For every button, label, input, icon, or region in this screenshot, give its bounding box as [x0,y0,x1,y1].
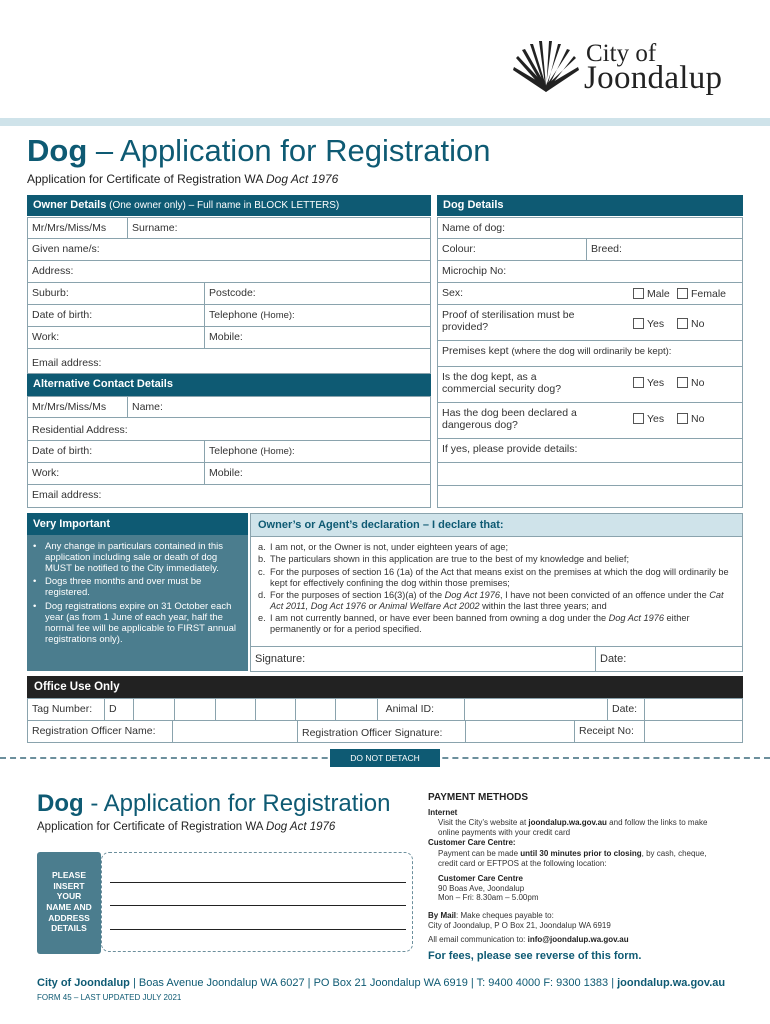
payment-email: All email communication to: info@joondalup.wa.gov.au [428,935,629,944]
tag-digit-field[interactable] [215,698,256,721]
dog-microchip-field[interactable]: Microchip No: [437,260,743,283]
top-band [0,118,770,126]
dog-premises-field[interactable]: Premises kept (where the dog will ordinarily be kept): [437,340,743,367]
page-subtitle: Application for Certificate of Registration WA Dog Act 1976 [27,172,339,186]
officer-name-label: Registration Officer Name: [27,720,173,743]
dog-sex-row: Sex: [437,282,743,305]
dog-sterilisation-yes-checkbox[interactable]: Yes [633,318,664,330]
alt-email-field[interactable]: Email address: [27,484,431,508]
important-list [33,541,243,647]
insert-details-label: PLEASE INSERT YOUR NAME AND ADDRESS DETAILS [37,852,101,954]
owner-dob-field[interactable]: Date of birth: [27,304,205,327]
footer-contact: City of Joondalup | Boas Avenue Joondalup WA 6027 | PO Box 21 Joondalup WA 6919 | T: 9400 4000 F: 9300 1383 | joondalup.wa.gov.au [37,977,726,989]
dog-dangerous-row: Has the dog been declared a dangerous dog? [437,402,743,439]
receipt-field[interactable] [644,720,743,743]
list-item: b. The particulars shown in this application are true to the best of my knowledge and belief; [258,554,630,565]
logo-city-of: City of [586,40,657,67]
owner-work-field[interactable]: Work: [27,326,205,349]
slip-title: Dog - Application for Registration [37,790,391,817]
list-item: • Dog registrations expire on 31 October each year (as from 1 June of each year, half the normal fee will be applicable to FIRST annual registrations only). [33,601,243,645]
dog-dangerous-yes-checkbox[interactable]: Yes [633,413,664,425]
office-date-field[interactable] [644,698,743,721]
owner-mobile-field[interactable]: Mobile: [204,326,431,349]
alt-residential-address-field[interactable]: Residential Address: [27,417,431,441]
city-logo-icon [512,40,580,96]
owner-title-field[interactable]: Mr/Mrs/Miss/Ms [27,217,128,239]
alt-name-field[interactable]: Name: [127,396,431,418]
officer-name-field[interactable] [172,720,298,743]
payment-location: Customer Care Centre 90 Boas Ave, Joondalup Mon – Fri: 8.30am – 5.00pm [438,874,539,903]
owner-email-field[interactable]: Email address: [27,348,431,374]
form-number: FORM 45 – LAST UPDATED JULY 2021 [37,993,182,1002]
dog-sterilisation-row: Proof of sterilisation must be provided? [437,304,743,341]
owner-details-header: Owner Details (One owner only) – Full name in BLOCK LETTERS) [27,195,431,216]
dog-breed-field[interactable]: Breed: [586,238,743,261]
dog-name-field[interactable]: Name of dog: [437,217,743,239]
officer-signature-field[interactable] [465,720,575,743]
owner-given-name-field[interactable]: Given name/s: [27,238,431,261]
checkbox-icon [633,318,644,329]
animal-id-label: Animal ID: [377,698,465,721]
alt-telephone-field[interactable]: Telephone (Home): [204,440,431,463]
dog-dangerous-no-checkbox[interactable]: No [677,413,704,425]
checkbox-icon [677,377,688,388]
owner-surname-field[interactable]: Surname: [127,217,431,239]
payment-mail: By Mail: Make cheques payable to: City of Joondalup, P O Box 21, Joondalup WA 6919 [428,911,611,930]
owner-telephone-field[interactable]: Telephone (Home): [204,304,431,327]
tag-digit-field[interactable] [295,698,336,721]
slip-subtitle: Application for Certificate of Registration WA Dog Act 1976 [37,821,336,833]
page-title: Dog – Application for Registration [27,133,491,168]
list-item: a. I am not, or the Owner is not, under eighteen years of age; [258,542,508,552]
alt-mobile-field[interactable]: Mobile: [204,462,431,485]
checkbox-icon [677,413,688,424]
office-use-header: Office Use Only [27,676,743,698]
alt-contact-header: Alternative Contact Details [27,374,431,396]
tag-digit-field[interactable] [174,698,216,721]
checkbox-icon [633,377,644,388]
owner-address-field[interactable]: Address: [27,260,431,283]
dog-security-yes-checkbox[interactable]: Yes [633,377,664,389]
officer-signature-label: Registration Officer Signature: [297,720,466,743]
owner-suburb-field[interactable]: Suburb: [27,282,205,305]
declaration-date-field[interactable]: Date: [595,646,743,672]
tag-digit-field[interactable] [335,698,378,721]
checkbox-icon [633,288,644,299]
checkbox-icon [677,318,688,329]
declaration-header: Owner’s or Agent’s declaration – I declare that: [250,513,743,537]
divider [437,462,743,463]
divider [437,485,743,486]
list-item: d. For the purposes of section 16(3)(a) of the Dog Act 1976, I have not been convicted of an offence under the Cat Act 2011, Dog Act 1976 or Animal Welfare Act 2002 within the last three years; and [258,589,724,611]
dog-details-textarea[interactable]: If yes, please provide details: [437,438,743,508]
fees-note: For fees, please see reverse of this form. [428,950,642,962]
payment-ccc-text: Payment can be made until 30 minutes prior to closing, by cash, cheque, credit card or EFTPOS at the following location: [438,849,707,868]
office-date-label: Date: [607,698,645,721]
tag-number-label: Tag Number: [27,698,105,721]
alt-work-field[interactable]: Work: [27,462,205,485]
tag-digit-field[interactable] [255,698,296,721]
declaration-list [258,542,738,636]
dog-security-row: Is the dog kept, as a commercial security dog? [437,366,743,403]
owner-postcode-field[interactable]: Postcode: [204,282,431,305]
name-address-box[interactable] [101,852,413,952]
alt-title-field[interactable]: Mr/Mrs/Miss/Ms [27,396,128,418]
dog-sterilisation-no-checkbox[interactable]: No [677,318,704,330]
address-line[interactable] [110,882,406,883]
dog-sex-female-checkbox[interactable]: Female [677,288,726,300]
list-item: • Any change in particulars contained in this application including sale or death of dog MUST be notified to the City immediately. [33,541,243,574]
signature-field[interactable]: Signature: [250,646,596,672]
address-line[interactable] [110,905,406,906]
dog-sex-male-checkbox[interactable]: Male [633,288,670,300]
dog-security-no-checkbox[interactable]: No [677,377,704,389]
receipt-label: Receipt No: [574,720,645,743]
payment-internet-text: Visit the City’s website at joondalup.wa.gov.au and follow the links to make online payments with your credit card [438,818,708,837]
do-not-detach-label: DO NOT DETACH [330,749,440,767]
tag-digit-field[interactable] [133,698,175,721]
checkbox-icon [677,288,688,299]
list-item: • Dogs three months and over must be registered. [33,576,243,598]
animal-id-field[interactable] [464,698,608,721]
address-line[interactable] [110,929,406,930]
payment-ccc-heading: Customer Care Centre: [428,838,516,847]
dog-colour-field[interactable]: Colour: [437,238,587,261]
logo-joondalup: Joondalup [584,60,723,96]
checkbox-icon [633,413,644,424]
dog-details-header: Dog Details [437,195,743,216]
list-item: e. I am not currently banned, or have ever been banned from owning a dog under the Dog Act 1976 either permanently or for a period specified. [258,613,690,635]
important-header: Very Important [27,513,248,535]
alt-dob-field[interactable]: Date of birth: [27,440,205,463]
payment-methods-header: PAYMENT METHODS [428,792,529,803]
list-item: c. For the purposes of section 16 (1a) of the Act that means exist on the premises at which the dog will ordinarily be kept for effectively confining the dog within those premises; [258,566,729,588]
tag-digit-field[interactable]: D [104,698,134,721]
payment-internet-heading: Internet [428,808,458,817]
